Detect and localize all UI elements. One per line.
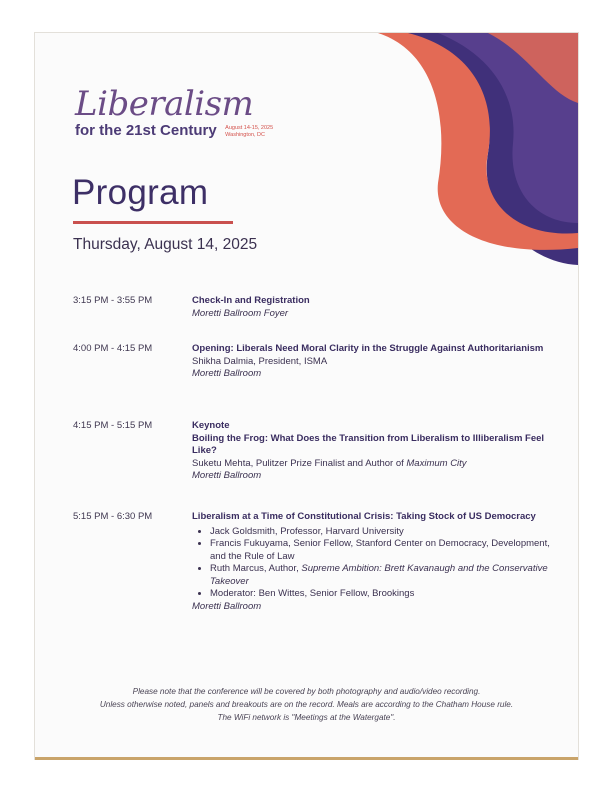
session-title: Boiling the Frog: What Does the Transition from Liberalism to Illiberalism Feel Like? — [192, 432, 545, 456]
session-details — [192, 295, 557, 320]
session-location: Moretti Ballroom — [192, 600, 262, 612]
session-title: Liberalism at a Time of Constitutional Crisis: Taking Stock of US Democracy — [192, 511, 536, 522]
program-sheet — [35, 33, 578, 759]
footer-line: The WiFi network is "Meetings at the Watergate". — [217, 713, 396, 722]
panel-list — [192, 526, 557, 601]
session-details — [192, 343, 557, 381]
paper-edge — [35, 757, 578, 760]
panelist-text: Ruth Marcus, Author, — [210, 563, 302, 574]
speaker-text: Suketu Mehta, Pulitzer Prize Finalist and Author of — [192, 457, 407, 469]
session-time: 5:15 PM - 6:30 PM — [73, 511, 153, 522]
session-location: Moretti Ballroom — [192, 368, 262, 379]
session-time: 4:00 PM - 4:15 PM — [73, 343, 153, 354]
moderator: • Moderator: Ben Wittes, Senior Fellow, Brookings — [210, 588, 557, 601]
logo-title: Liberalism — [75, 84, 254, 124]
footer-notes — [35, 685, 578, 724]
conference-logo — [75, 85, 273, 141]
logo-event-dates: August 14-15, 2025 — [225, 125, 274, 132]
logo-event-city: Washington, DC — [225, 131, 265, 138]
program-date: Thursday, August 14, 2025 — [73, 236, 258, 253]
panelist — [210, 563, 557, 588]
logo-subtitle: for the 21st Century — [75, 122, 217, 140]
session-time: 3:15 PM - 3:55 PM — [73, 295, 153, 306]
session-time: 4:15 PM - 5:15 PM — [73, 420, 153, 431]
session-details — [192, 511, 557, 613]
session-location: Moretti Ballroom Foyer — [192, 307, 289, 319]
decorative-swoosh-graphic — [378, 33, 578, 273]
logo-event-info — [225, 125, 273, 138]
session-label: Keynote — [192, 420, 230, 431]
page-title: Program — [72, 173, 209, 212]
panelist: • Jack Goldsmith, Professor, Harvard University — [210, 526, 557, 539]
footer-line: Unless otherwise noted, panels and breakouts are on the record. Meals are according to the Chatham House rule. — [99, 700, 514, 709]
session-speaker: Shikha Dalmia, President, ISMA — [192, 355, 328, 367]
session-title: Opening: Liberals Need Moral Clarity in the Struggle Against Authoritarianism — [192, 343, 544, 354]
panelist-book: Supreme Ambition: Brett Kavanaugh and the Conservative Takeover — [210, 563, 548, 587]
session-location: Moretti Ballroom — [192, 470, 262, 481]
footer-line: Please note that the conference will be covered by both photography and audio/video recording. — [132, 687, 481, 696]
session-speaker — [192, 458, 557, 471]
session-title: Check-In and Registration — [192, 295, 310, 306]
speaker-book: Maximum City — [406, 457, 467, 469]
panelist: • Francis Fukuyama, Senior Fellow, Stanford Center on Democracy, Development, and the Rule of Law — [210, 538, 557, 563]
session-details — [192, 420, 557, 483]
title-underline — [73, 221, 233, 224]
